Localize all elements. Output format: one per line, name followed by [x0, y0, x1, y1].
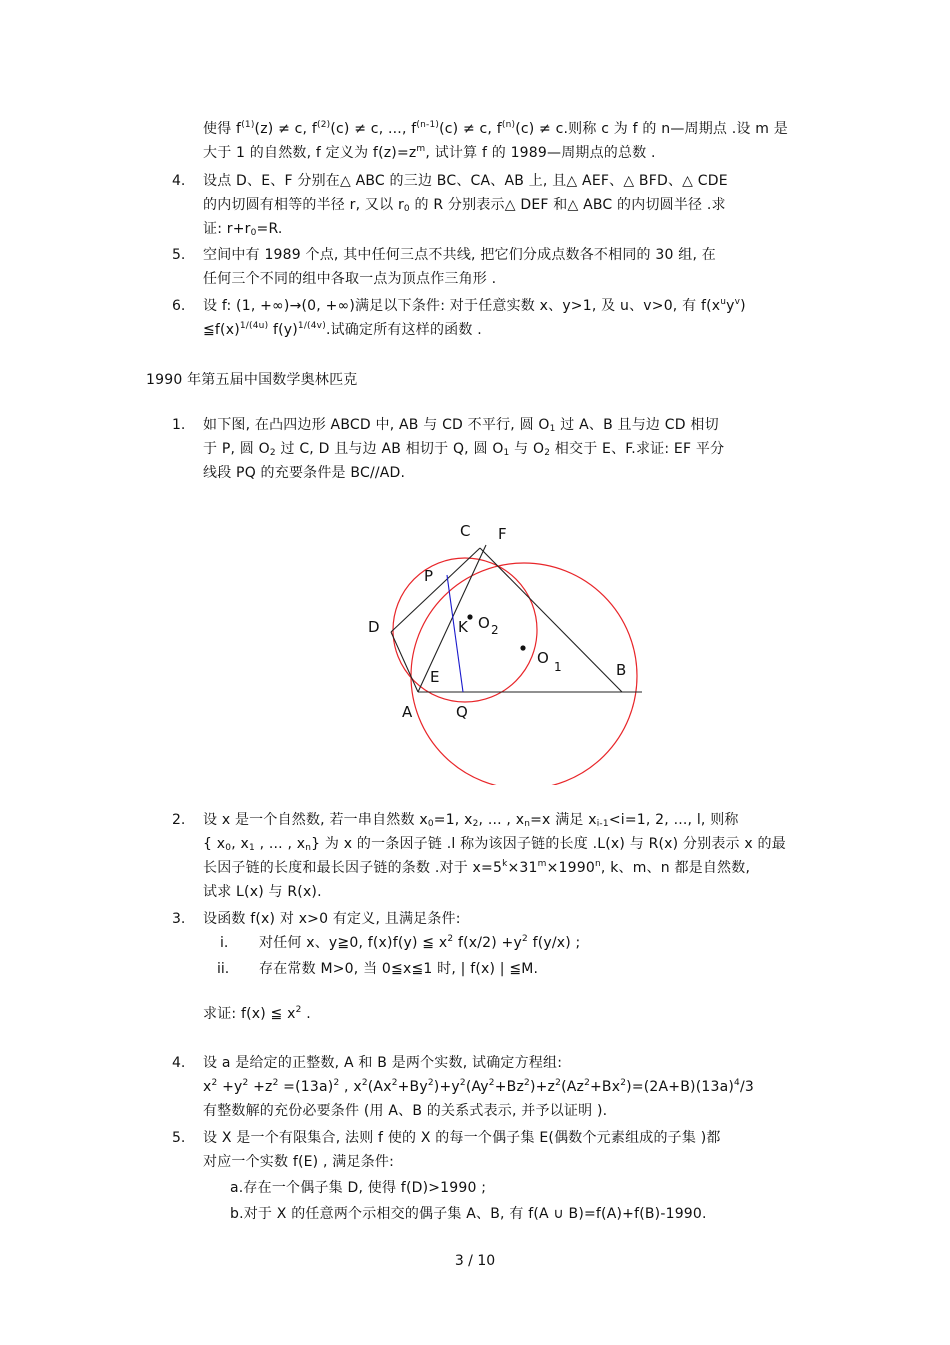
problem-number: 3.	[172, 911, 186, 927]
q2-line-1: 设 x 是一个自然数, 若一串自然数 $x_0=1$, $x_2$, ... , $x_n=x$ 满足 $x_{i-1}<i=1$, 2, ..., l, 则称	[203, 812, 739, 829]
q3-proof: 求证: f(x) ≦ $x^2$ .	[203, 1005, 311, 1022]
condition-number: i.	[220, 935, 229, 951]
p3-line-2: 大于 1 的自然数, f 定义为 $f(z)=z^m$, 试计算 f 的 1989—周期点的总数 .	[203, 144, 656, 161]
q2-line-3: 长因子链的长度和最长因子链的条数 .对于 $x=5^k\times 31^m\times 1990^n$, k、m、n 都是自然数,	[203, 859, 751, 876]
problem-number: 5.	[172, 1130, 186, 1146]
q1-line-2: 于 P, 圆 $O_2$ 过 C, D 且与边 AB 相切于 Q, 圆 $O_1$ 与 $O_2$ 相交于 E、F.求证: EF 平分	[203, 441, 725, 458]
problem-number: 6.	[172, 298, 186, 314]
label-f: F	[498, 525, 507, 543]
label-k: K	[458, 618, 468, 636]
q3-condition-i: 对任何 x、y≧0, f(x)f(y) ≦ $x^2$ $f(x/2) +y^2$ f(y/x) ;	[259, 934, 581, 951]
q5-condition-b: b.对于 X 的任意两个示相交的偶子集 A、B, 有 f(A ∪ B)=f(A)+f(B)-1990.	[230, 1206, 707, 1222]
segment-cb	[480, 548, 622, 692]
p4-line-2: 的内切圆有相等的半径 r, 又以 $r_0$ 的 R 分别表示△ DEF 和△ ABC 的内切圆半径 .求	[203, 197, 726, 214]
p5-line-1: 空间中有 1989 个点, 其中任何三点不共线, 把它们分成点数各不相同的 30 组, 在	[203, 247, 716, 263]
q5-line-2: 对应一个实数 f(E) , 满足条件:	[203, 1154, 395, 1170]
p6-line-2: $≦f(x)^{1/(4u)}$ $f(y)^{1/(4v)}$.试确定所有这样的函数 .	[203, 321, 482, 338]
label-o2-sub: 2	[491, 623, 499, 637]
center-o1	[520, 645, 525, 650]
q3-condition-ii: 存在常数 M>0, 当 0≦x≦1 时, | f(x) | ≦M.	[259, 961, 539, 977]
q5-line-1: 设 X 是一个有限集合, 法则 f 使的 X 的每一个偶子集 E(偶数个元素组成的子集 )都	[203, 1130, 721, 1146]
label-q: Q	[456, 703, 468, 721]
label-o1: O	[537, 649, 549, 667]
label-o2: O	[478, 614, 490, 632]
label-b: B	[616, 661, 627, 679]
q2-line-2: { $x_0$, $x_1$ , ... , $x_n$} 为 x 的一条因子链 .l 称为该因子链的长度 .L(x) 与 R(x) 分别表示 x 的最	[203, 836, 786, 853]
q4-line-2: $x^2 +y^2 +z^2 =(13a)^2$ , $x^2(Ax^2+By^2)+y^2(Ay^2+Bz^2)+z^2(Az^2+Bx^2)=(2A+B)(13a)^4/3$	[203, 1078, 754, 1095]
page-number: 3 / 10	[454, 1253, 496, 1269]
label-p: P	[424, 567, 434, 585]
center-o2	[467, 614, 472, 619]
problem-number: 4.	[172, 1055, 186, 1071]
problem-number: 4.	[172, 173, 186, 189]
p4-line-3: 证: $r+r_0=R$.	[203, 221, 283, 238]
problem-number: 1.	[172, 417, 186, 433]
label-d: D	[368, 618, 380, 636]
label-a: A	[402, 703, 413, 721]
problem-number: 5.	[172, 247, 186, 263]
q4-line-1: 设 a 是给定的正整数, A 和 B 是两个实数, 试确定方程组:	[203, 1055, 563, 1071]
p4-line-1: 设点 D、E、F 分别在△ ABC 的三边 BC、CA、AB 上, 且△ AEF、△ BFD、△ CDE	[203, 173, 728, 189]
section-heading: 1990 年第五届中国数学奥林匹克	[146, 372, 358, 388]
label-o1-sub: 1	[554, 660, 562, 674]
q5-condition-a: a.存在一个偶子集 D, 使得 f(D)>1990 ;	[230, 1180, 487, 1196]
segment-da	[391, 632, 418, 692]
q4-line-3: 有整数解的充份必要条件 (用 A、B 的关系式表示, 并予以证明 ).	[203, 1103, 608, 1119]
label-e: E	[430, 668, 440, 686]
geometry-figure	[360, 515, 650, 785]
q2-line-4: 试求 L(x) 与 R(x).	[203, 884, 322, 900]
p5-line-2: 任何三个不同的组中各取一点为顶点作三角形 .	[203, 271, 497, 287]
problem-number: 2.	[172, 812, 186, 828]
q1-line-3: 线段 PQ 的充要条件是 BC//AD.	[203, 465, 406, 481]
circle-o1	[411, 563, 637, 785]
q3-line-1: 设函数 f(x) 对 x>0 有定义, 且满足条件:	[203, 911, 461, 927]
condition-number: ii.	[217, 961, 230, 977]
p3-line-1: 使得 $f^{(1)}(z) \ne c$, $f^{(2)}(c) \ne c$, ..., $f^{(n-1)}(c) \ne c$, $f^{(n)}(c) \ne c$.则称 c 为 f 的 n—周期点 .设 m 是	[203, 120, 788, 137]
q1-line-1: 如下图, 在凸四边形 ABCD 中, AB 与 CD 不平行, 圆 $O_1$ 过 A、B 且与边 CD 相切	[203, 417, 719, 434]
label-c: C	[460, 522, 471, 540]
p6-line-1: 设 f: (1, +∞)→(0, +∞)满足以下条件: 对于任意实数 x、y>1, 及 u、v>0, 有 $f(x^uy^v)$	[203, 297, 746, 314]
